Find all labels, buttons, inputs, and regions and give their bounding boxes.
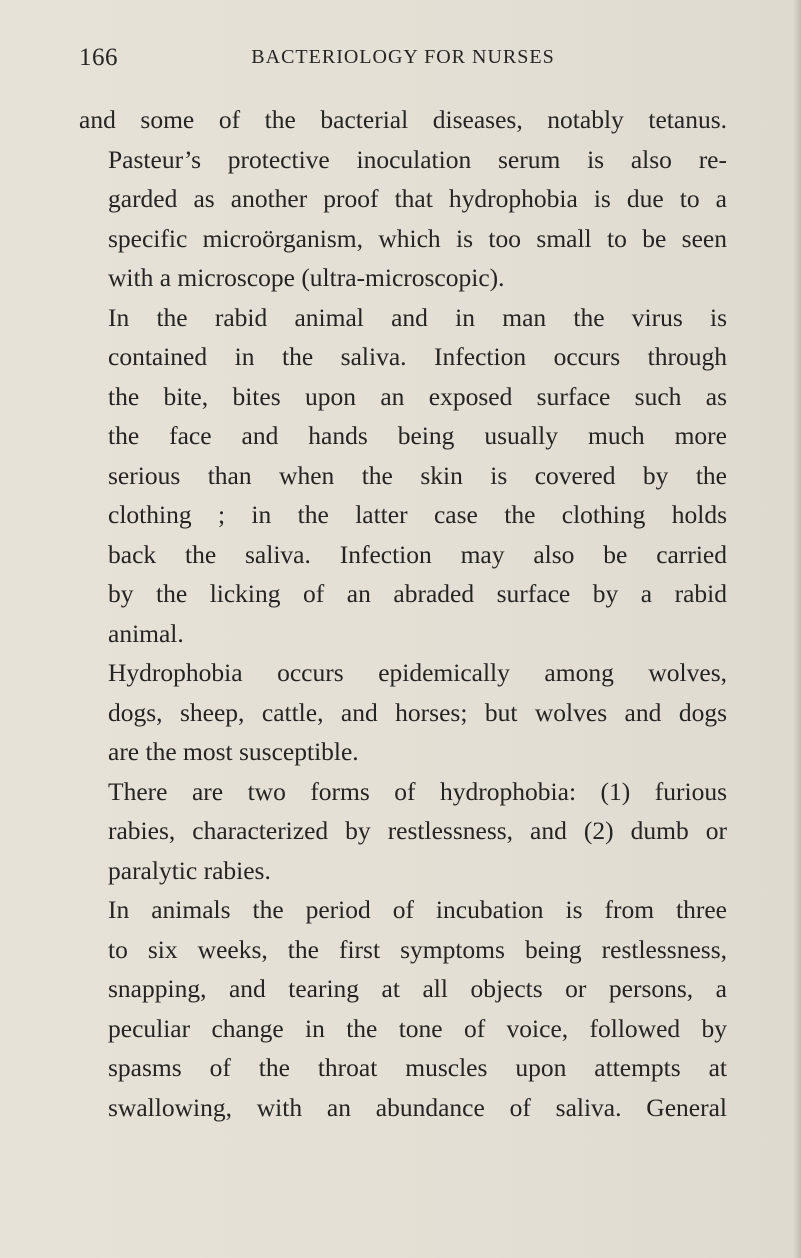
page-edge-shadow — [793, 0, 801, 1258]
text-line: are the most susceptible. — [108, 737, 359, 766]
text-line: with a microscope (ultra-microscopic). — [108, 263, 505, 292]
text-line: swallowing, with an abundance of saliva. General — [108, 1092, 727, 1122]
text-line: There are two forms of hydrophobia: (1) furious — [108, 776, 727, 806]
text-line: and some of the bacterial diseases, notably tetanus. — [79, 105, 727, 134]
text-line: back the saliva. Infection may also be carried — [108, 539, 727, 569]
text-line: the bite, bites upon an exposed surface such as — [108, 381, 727, 411]
text-line: paralytic rabies. — [108, 855, 271, 885]
text-line: spasms of the throat muscles upon attempts at — [108, 1053, 727, 1082]
text-line: Pasteur’s protective inoculation serum is also re- — [108, 144, 727, 174]
text-line: Hydrophobia occurs epidemically among wolves, — [108, 658, 727, 687]
text-line: In animals the period of incubation is from three — [108, 895, 727, 924]
text-line: to six weeks, the first symptoms being restlessness, — [108, 934, 727, 964]
text-line: specific microörganism, which is too small to be seen — [108, 223, 727, 253]
text-line: serious than when the skin is covered by the — [108, 460, 727, 490]
text-line: snapping, and tearing at all objects or persons, a — [108, 974, 727, 1003]
text-line: animal. — [108, 618, 184, 648]
page-number: 166 — [79, 44, 118, 71]
running-head: BACTERIOLOGY FOR NURSES — [251, 46, 555, 68]
text-line: by the licking of an abraded surface by a rabid — [108, 579, 727, 608]
text-line: dogs, sheep, cattle, and horses; but wolves and dogs — [108, 697, 727, 727]
page-header — [79, 44, 727, 74]
text-line: contained in the saliva. Infection occurs through — [108, 342, 727, 371]
text-line: garded as another proof that hydrophobia is due to a — [108, 184, 727, 213]
text-line: In the rabid animal and in man the virus is — [108, 302, 727, 332]
text-line: rabies, characterized by restlessness, and (2) dumb or — [108, 816, 727, 845]
body-text — [79, 100, 727, 1127]
text-line: clothing ; in the latter case the clothing holds — [108, 500, 727, 529]
text-line: the face and hands being usually much more — [108, 421, 727, 450]
text-line: peculiar change in the tone of voice, followed by — [108, 1013, 727, 1043]
